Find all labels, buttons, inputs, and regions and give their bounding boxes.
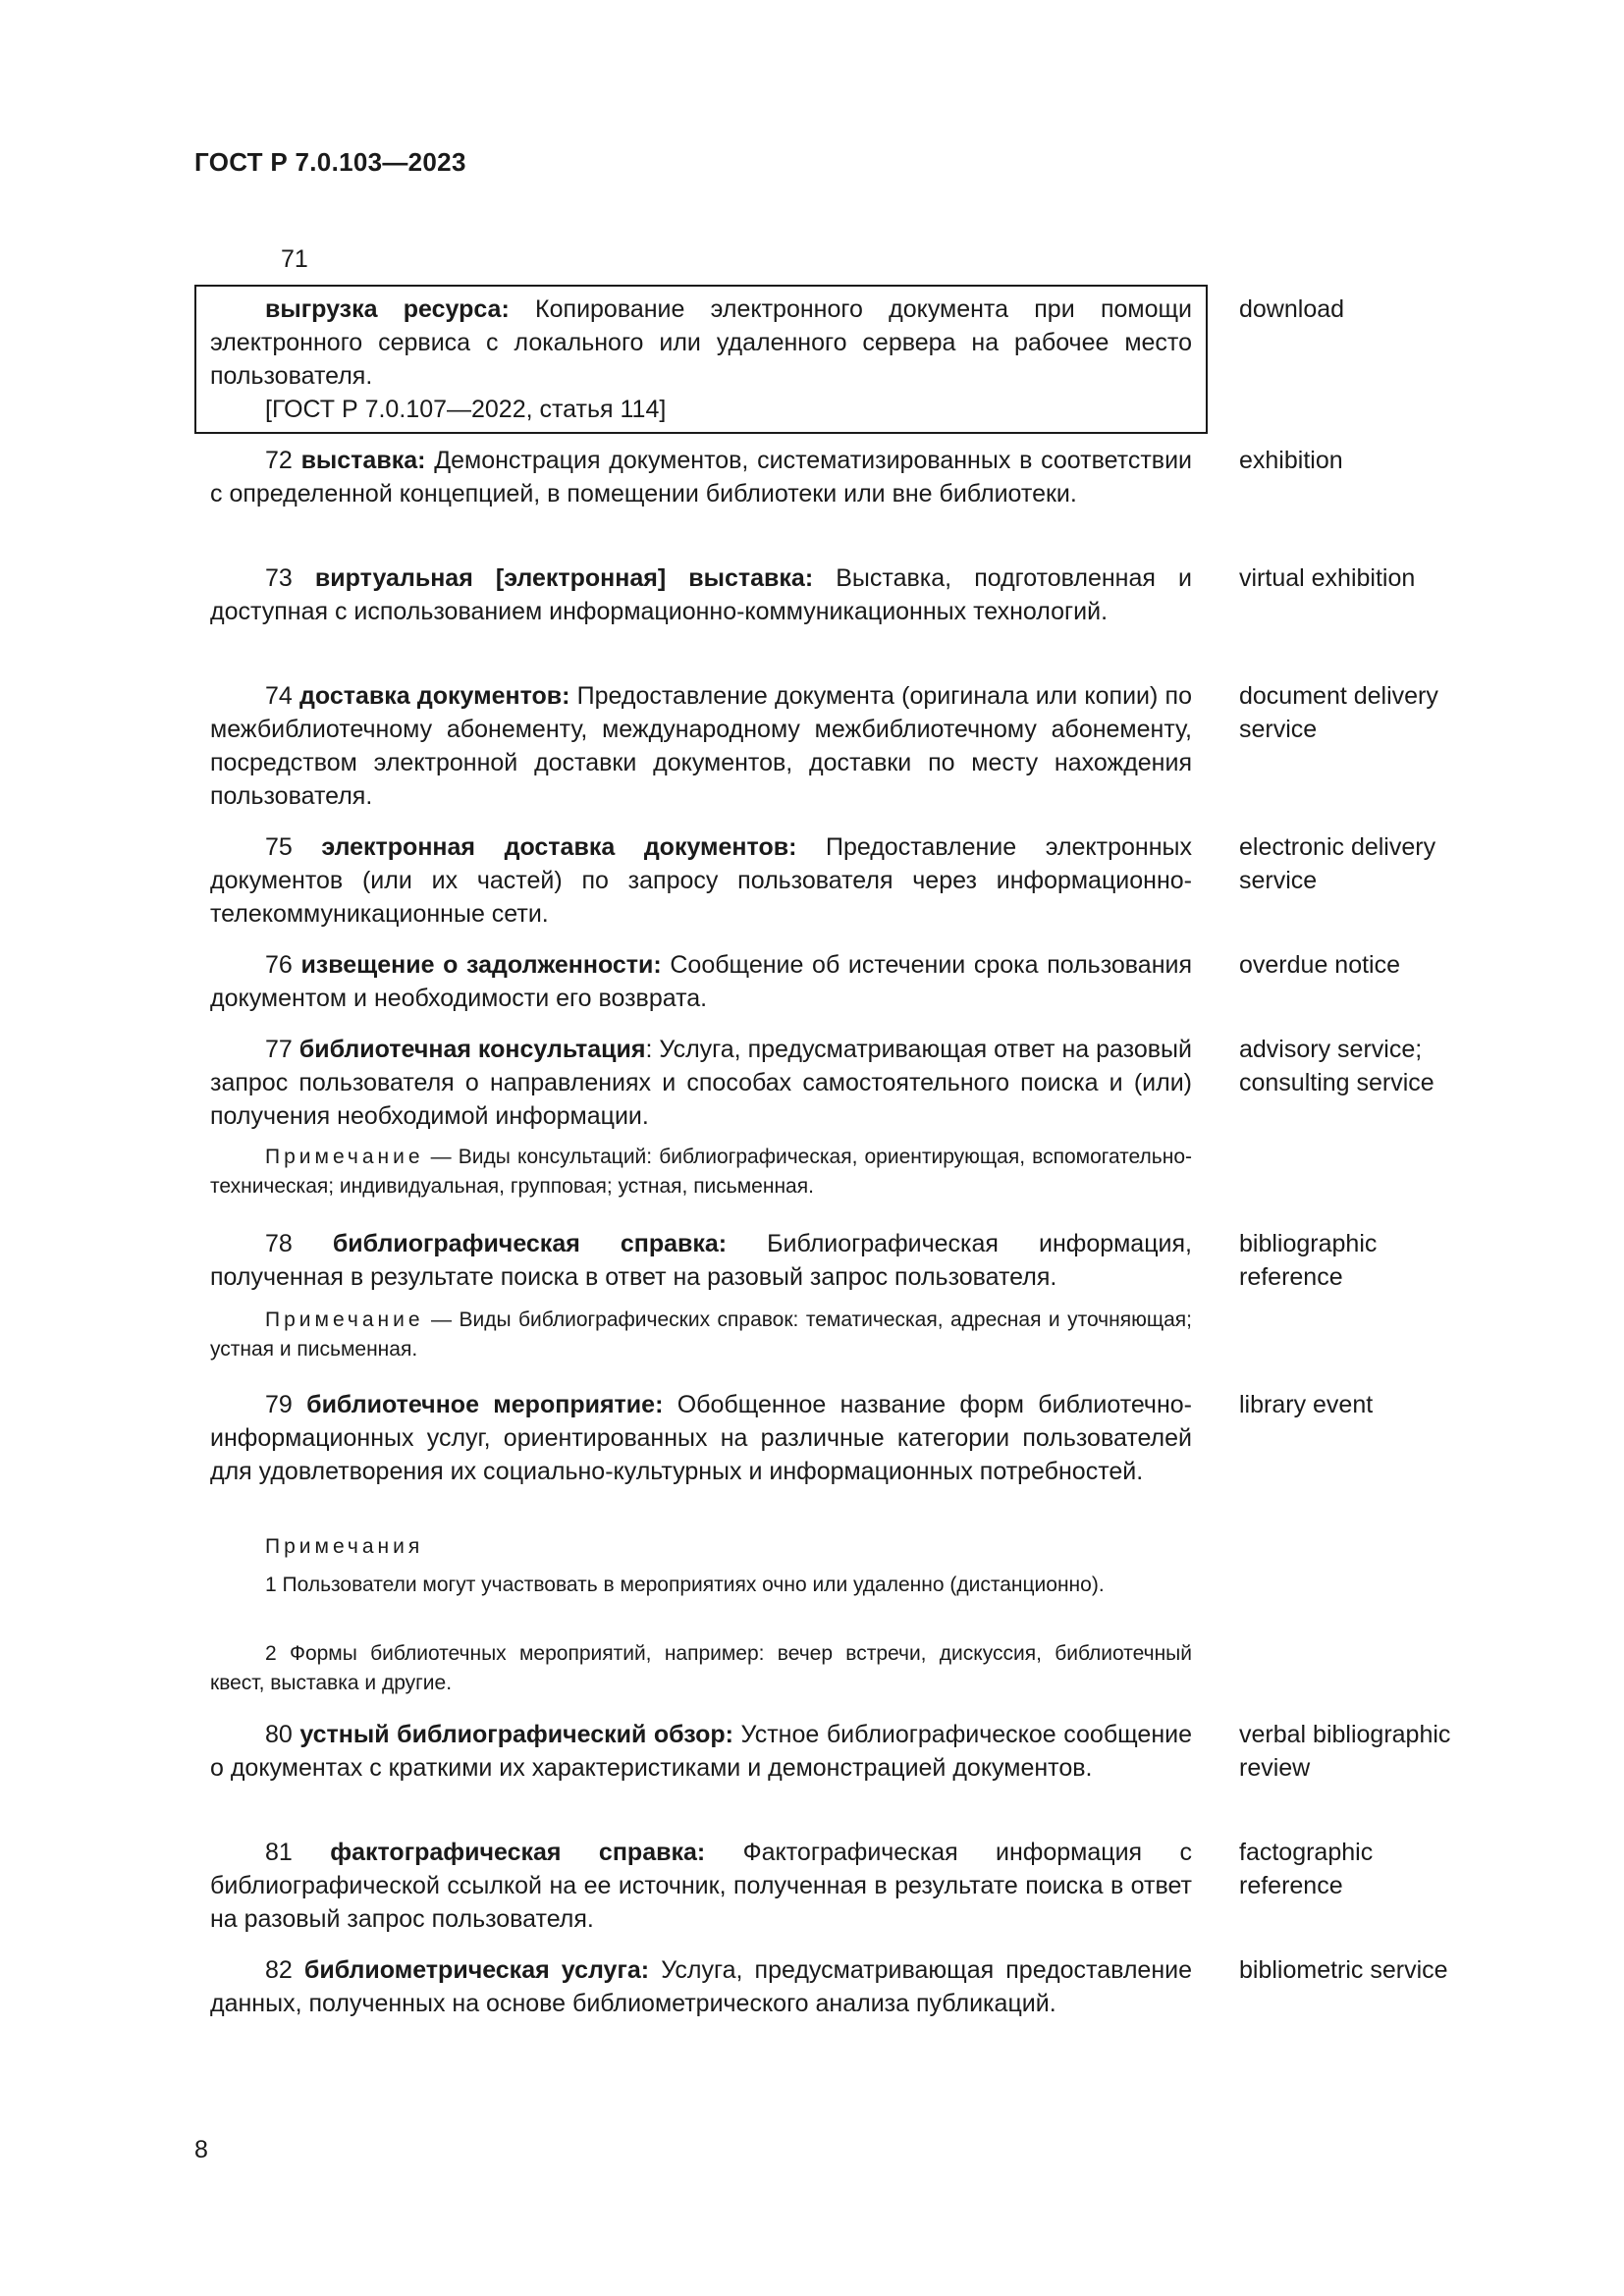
term-77-english <box>1239 1033 1534 1099</box>
term-76-number: 76 <box>265 951 301 979</box>
term-78-note-label: Примечание <box>265 1308 424 1331</box>
term-77-number: 77 <box>265 1036 299 1063</box>
term-81-term: фактографическая справка: <box>330 1839 706 1866</box>
term-80-english: verbal bibliographic review <box>1239 1721 1451 1782</box>
term-78-definition: Библиографическая информация, полученная в результате поиска в ответ на разовый запрос пользователя. <box>210 1230 1192 1291</box>
term-79-note-1 <box>210 1571 1192 1600</box>
term-75-entry <box>210 830 1192 931</box>
term-74-entry <box>210 679 1192 813</box>
term-81-entry <box>210 1836 1192 1936</box>
term-81-number: 81 <box>265 1839 331 1866</box>
term-78-note <box>210 1306 1192 1364</box>
term-82-entry <box>210 1953 1192 2020</box>
term-77-definition: : Услуга, предусматривающая ответ на разовый запрос пользователя о направлениях и способах самостоятельного поиска и (или) получения необходимой информации. <box>210 1036 1192 1130</box>
term-72-english: exhibition <box>1239 447 1343 474</box>
term-73-number: 73 <box>265 564 315 592</box>
term-80-number: 80 <box>265 1721 300 1748</box>
term-73-english: virtual exhibition <box>1239 564 1416 592</box>
term-79-number: 79 <box>265 1391 307 1418</box>
term-71-english: download <box>1239 295 1345 323</box>
term-72-entry <box>210 444 1192 510</box>
term-74-term: доставка документов: <box>299 682 570 710</box>
term-74-english: document delivery service <box>1239 682 1438 743</box>
term-78-english: bibliographic reference <box>1239 1230 1378 1291</box>
term-73-entry <box>210 561 1192 628</box>
term-75-number: 75 <box>265 833 322 861</box>
term-77-note-text: — Виды консультаций: библиографическая, ориентирующая, вспомогательно-техническая; индивидуальная, групповая; устная, письменная. <box>210 1146 1192 1198</box>
term-80-definition: Устное библиографическое сообщение о документах с краткими их характеристиками и демонстрацией документов. <box>210 1721 1193 1782</box>
term-75-english: electronic delivery service <box>1239 833 1436 894</box>
term-77-note <box>210 1143 1192 1201</box>
term-74-number: 74 <box>265 682 300 710</box>
term-71-term: выгрузка ресурса: <box>265 295 510 323</box>
term-72-definition: Демонстрация документов, систематизированных в соответствии с определенной концепцией, в помещении библиотеки или вне библиотеки. <box>210 447 1192 507</box>
document-title: ГОСТ Р 7.0.103—2023 <box>194 147 466 177</box>
term-74-definition: Предоставление документа (оригинала или копии) по межбиблиотечному абонементу, международному межбиблиотечному абонементу, посредством электронной доставки документов, доставки по месту нахождения пользователя. <box>210 682 1192 810</box>
term-76-english: overdue notice <box>1239 951 1401 979</box>
term-77-entry <box>210 1033 1192 1133</box>
term-82-definition: Услуга, предусматривающая предоставление данных, полученных на основе библиометрического анализа публикаций. <box>210 1956 1192 2017</box>
term-71-entry <box>210 293 1192 426</box>
term-71-source: [ГОСТ Р 7.0.107—2022, статья 114] <box>265 396 667 423</box>
term-71-definition: Копирование электронного документа при помощи электронного сервиса с локального или удаленного сервера на рабочее место пользователя. <box>210 295 1193 390</box>
term-82-number: 82 <box>265 1956 304 1984</box>
term-75-definition: Предоставление электронных документов (или их частей) по запросу пользователя через информационно-телекоммуникационные сети. <box>210 833 1192 928</box>
term-78-note-text: — Виды библиографических справок: тематическая, адресная и уточняющая; устная и письменная. <box>210 1308 1192 1361</box>
term-77-note-label: Примечание <box>265 1146 424 1168</box>
term-76-definition: Сообщение об истечении срока пользования документом и необходимости его возврата. <box>210 951 1193 1012</box>
term-82-term: библиометрическая услуга: <box>303 1956 650 1984</box>
term-79-english: library event <box>1239 1391 1374 1418</box>
term-78-term: библиографическая справка: <box>332 1230 728 1257</box>
term-78-entry <box>210 1227 1192 1294</box>
term-81-english: factographic reference <box>1239 1839 1374 1899</box>
term-79-note-2 <box>210 1639 1192 1698</box>
term-78-number: 78 <box>265 1230 333 1257</box>
term-71-number: 71 <box>281 245 308 273</box>
term-80-term: устный библиографический обзор: <box>299 1721 733 1748</box>
page-number: 8 <box>194 2136 208 2163</box>
term-77-term: библиотечная консультация <box>298 1036 646 1063</box>
term-75-term: электронная доставка документов: <box>321 833 797 861</box>
term-80-entry <box>210 1718 1192 1785</box>
term-79-notes-heading: Примечания <box>265 1535 424 1558</box>
term-79-note-1-text: 1 Пользователи могут участвовать в мероприятиях очно или удаленно (дистанционно). <box>265 1574 1105 1596</box>
term-79-note-2-text: 2 Формы библиотечных мероприятий, например: вечер встречи, дискуссия, библиотечный квест, выставка и другие. <box>210 1642 1192 1694</box>
term-79-definition: Обобщенное название форм библиотечно-информационных услуг, ориентированных на различные категории пользователей для удовлетворения их социально-культурных и информационных потребностей. <box>210 1391 1192 1485</box>
term-76-entry <box>210 948 1192 1015</box>
term-73-term: виртуальная [электронная] выставка: <box>314 564 814 592</box>
term-72-term: выставка: <box>300 447 426 474</box>
term-73-definition: Выставка, подготовленная и доступная с использованием информационно-коммуникационных технологий. <box>210 564 1192 625</box>
term-76-term: извещение о задолженности: <box>300 951 662 979</box>
term-81-definition: Фактографическая информация с библиографической ссылкой на ее источник, полученная в результате поиска в ответ на разовый запрос пользователя. <box>210 1839 1192 1933</box>
term-82-english: bibliometric service <box>1239 1956 1448 1984</box>
term-79-entry <box>210 1388 1192 1488</box>
term-72-number: 72 <box>265 447 301 474</box>
term-77-english-1: advisory service; <box>1239 1036 1423 1063</box>
term-79-term: библиотечное мероприятие: <box>306 1391 664 1418</box>
term-77-english-2: consulting service <box>1239 1069 1435 1096</box>
